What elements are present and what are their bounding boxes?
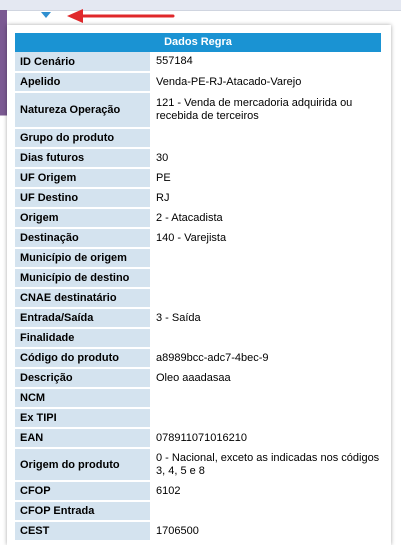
table-row [15, 208, 381, 228]
table-row [15, 348, 381, 368]
table-row [15, 368, 381, 388]
row-label: Município de destino [15, 268, 150, 288]
row-value: 3 - Saída [150, 308, 381, 328]
row-label: CFOP Entrada [15, 501, 150, 521]
row-value: 557184 [150, 52, 381, 72]
row-label: Código do produto [15, 348, 150, 368]
row-value [150, 288, 381, 308]
rule-details-panel [7, 25, 391, 545]
row-value: a8989bcc-adc7-4bec-9 [150, 348, 381, 368]
row-label: EAN [15, 428, 150, 448]
table-row [15, 521, 381, 541]
row-value [150, 388, 381, 408]
row-label: UF Destino [15, 188, 150, 208]
table-row [15, 148, 381, 168]
table-row [15, 308, 381, 328]
top-bar [0, 0, 401, 11]
table-row [15, 128, 381, 148]
left-edge [0, 10, 7, 537]
rule-details-table [15, 52, 381, 542]
row-label: Entrada/Saída [15, 308, 150, 328]
row-label: Ex TIPI [15, 408, 150, 428]
row-label: Origem do produto [15, 448, 150, 481]
table-row [15, 268, 381, 288]
table-row [15, 72, 381, 92]
row-value: 0 - Nacional, exceto as indicadas nos códigos 3, 4, 5 e 8 [150, 448, 381, 481]
table-row [15, 228, 381, 248]
row-label: Destinação [15, 228, 150, 248]
row-label: Município de origem [15, 248, 150, 268]
panel-title: Dados Regra [15, 33, 381, 52]
table-row [15, 168, 381, 188]
red-arrow-icon [66, 6, 176, 26]
row-value [150, 268, 381, 288]
row-label: CFOP [15, 481, 150, 501]
row-value: RJ [150, 188, 381, 208]
table-row [15, 92, 381, 128]
row-value [150, 408, 381, 428]
table-row [15, 408, 381, 428]
row-value [150, 128, 381, 148]
table-row [15, 328, 381, 348]
table-row [15, 428, 381, 448]
row-value: 6102 [150, 481, 381, 501]
row-value: 121 - Venda de mercadoria adquirida ou recebida de terceiros [150, 92, 381, 128]
row-value: PE [150, 168, 381, 188]
row-value: 140 - Varejista [150, 228, 381, 248]
caret-down-icon[interactable] [41, 12, 51, 18]
row-value: 078911071016210 [150, 428, 381, 448]
table-row [15, 501, 381, 521]
table-row [15, 52, 381, 72]
row-label: Grupo do produto [15, 128, 150, 148]
row-value: Venda-PE-RJ-Atacado-Varejo [150, 72, 381, 92]
row-label: Finalidade [15, 328, 150, 348]
row-value: 30 [150, 148, 381, 168]
table-row [15, 288, 381, 308]
row-label: UF Origem [15, 168, 150, 188]
row-value: 2 - Atacadista [150, 208, 381, 228]
row-label: CEST [15, 521, 150, 541]
row-label: Descrição [15, 368, 150, 388]
row-label: Dias futuros [15, 148, 150, 168]
row-value [150, 501, 381, 521]
table-row [15, 188, 381, 208]
row-label: Natureza Operação [15, 92, 150, 128]
table-row [15, 448, 381, 481]
table-row [15, 388, 381, 408]
row-value [150, 328, 381, 348]
table-row [15, 481, 381, 501]
row-value [150, 248, 381, 268]
row-label: CNAE destinatário [15, 288, 150, 308]
table-row [15, 248, 381, 268]
row-value: 1706500 [150, 521, 381, 541]
row-value: Oleo aaadasaa [150, 368, 381, 388]
row-label: ID Cenário [15, 52, 150, 72]
row-label: NCM [15, 388, 150, 408]
row-label: Apelido [15, 72, 150, 92]
row-label: Origem [15, 208, 150, 228]
